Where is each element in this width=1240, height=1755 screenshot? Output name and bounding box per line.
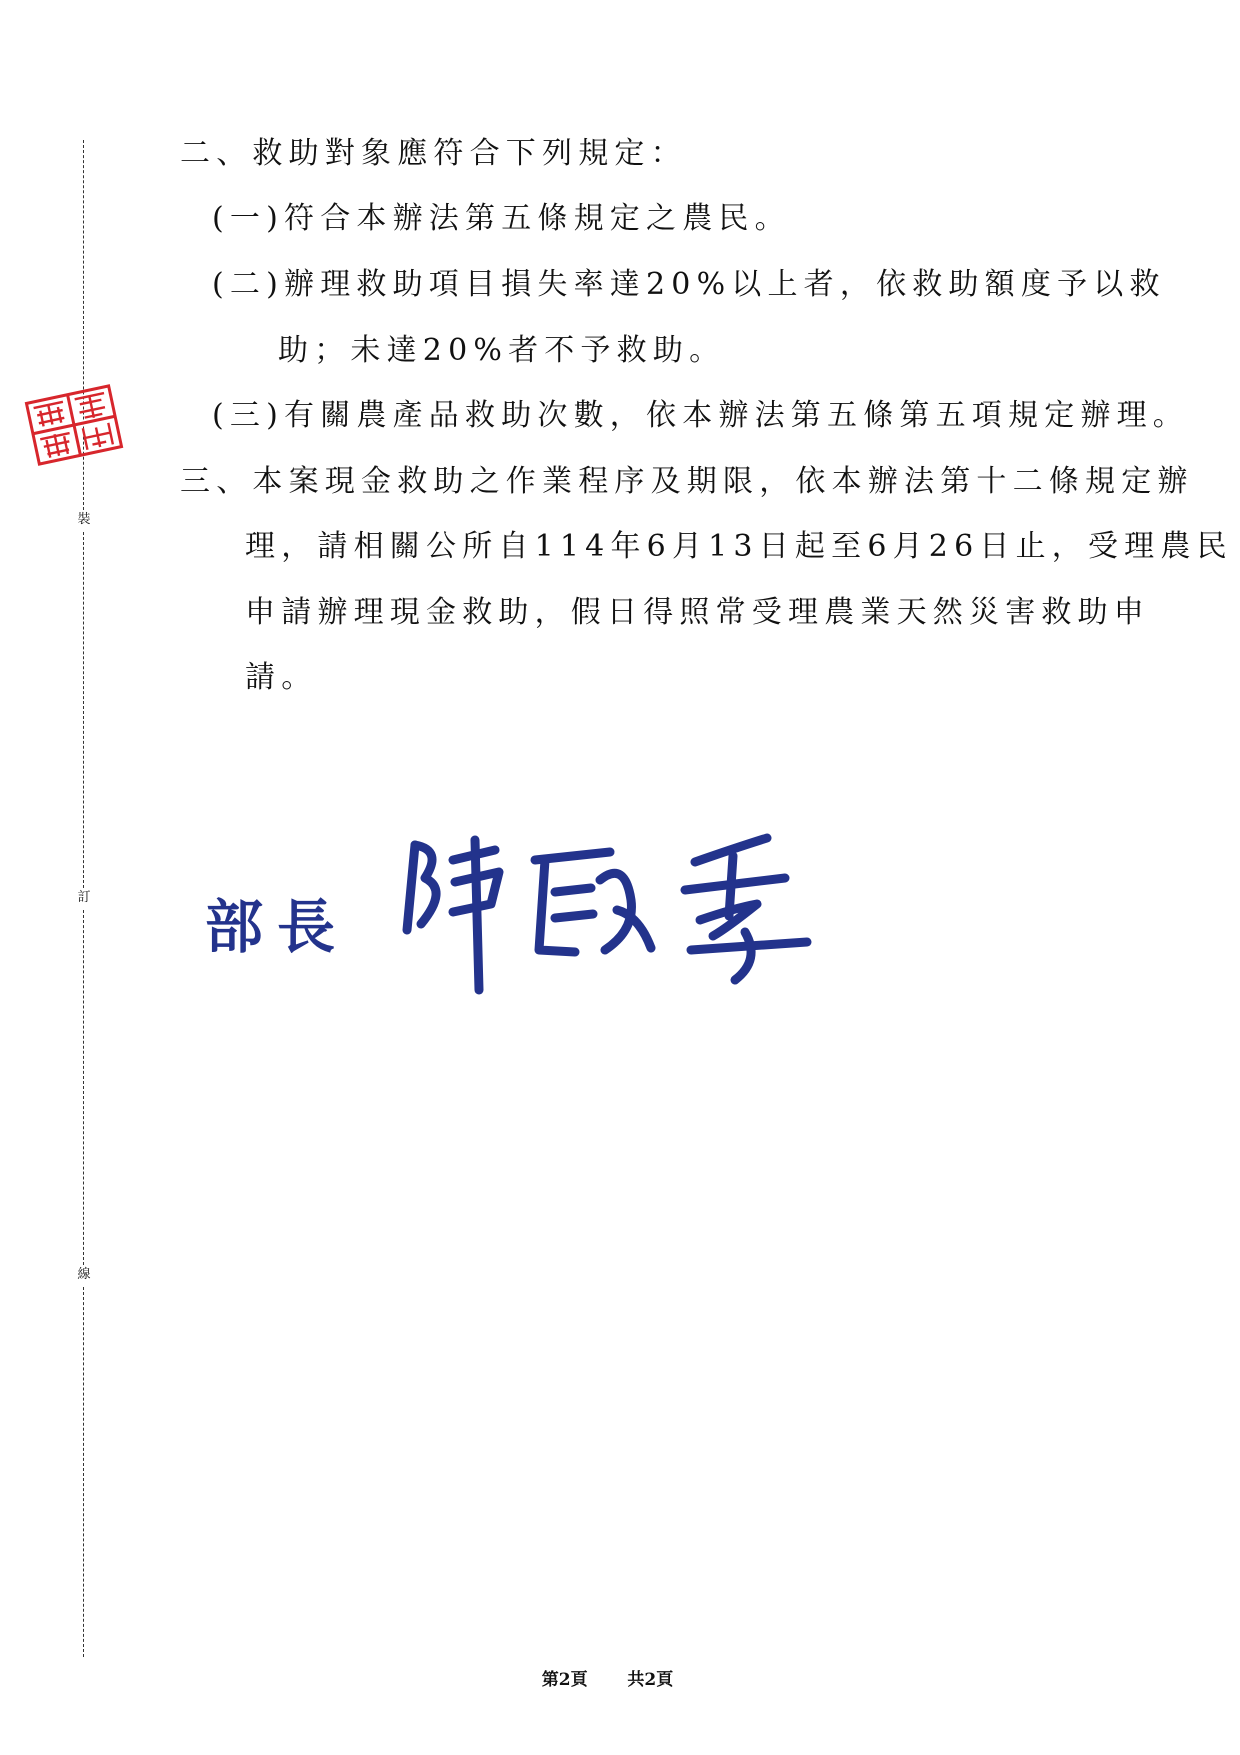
section-2-heading: 二、救助對象應符合下列規定： bbox=[180, 136, 687, 171]
section-3-line-4: 請。 bbox=[245, 660, 318, 695]
binding-line bbox=[83, 1287, 84, 1657]
page-total: 共2頁 bbox=[627, 1670, 674, 1690]
item-2-2: (二)辦理救助項目損失率達20%以上者，依救助額度予以救 bbox=[212, 267, 1166, 302]
section-3-line-2: 理，請相關公所自114年6月13日起至6月26日止，受理農民 bbox=[245, 529, 1233, 564]
item-2-2-continued: 助；未達20%者不予救助。 bbox=[278, 333, 726, 368]
section-3-paragraph: 三、本案現金救助之作業程序及期限，依本辦法第十二條規定辦 bbox=[180, 464, 1194, 499]
official-seal-stamp bbox=[24, 384, 124, 467]
binding-line bbox=[83, 532, 84, 888]
page-footer bbox=[0, 1665, 1215, 1690]
binding-line bbox=[83, 910, 84, 1265]
signature-title: 部長 bbox=[205, 893, 350, 961]
binding-mark-xian: 線 bbox=[74, 1267, 94, 1283]
section-3-line-3: 申請辦理現金救助，假日得照常受理農業天然災害救助申 bbox=[245, 595, 1150, 630]
binding-mark-zhuang: 裝 bbox=[74, 512, 94, 528]
binding-mark-ding: 訂 bbox=[74, 890, 94, 906]
handwritten-signature bbox=[395, 820, 825, 1000]
page-number: 第2頁 bbox=[541, 1670, 588, 1690]
item-2-3: (三)有關農產品救助次數，依本辦法第五條第五項規定辦理。 bbox=[212, 398, 1190, 433]
item-2-1: (一)符合本辦法第五條規定之農民。 bbox=[212, 201, 791, 236]
